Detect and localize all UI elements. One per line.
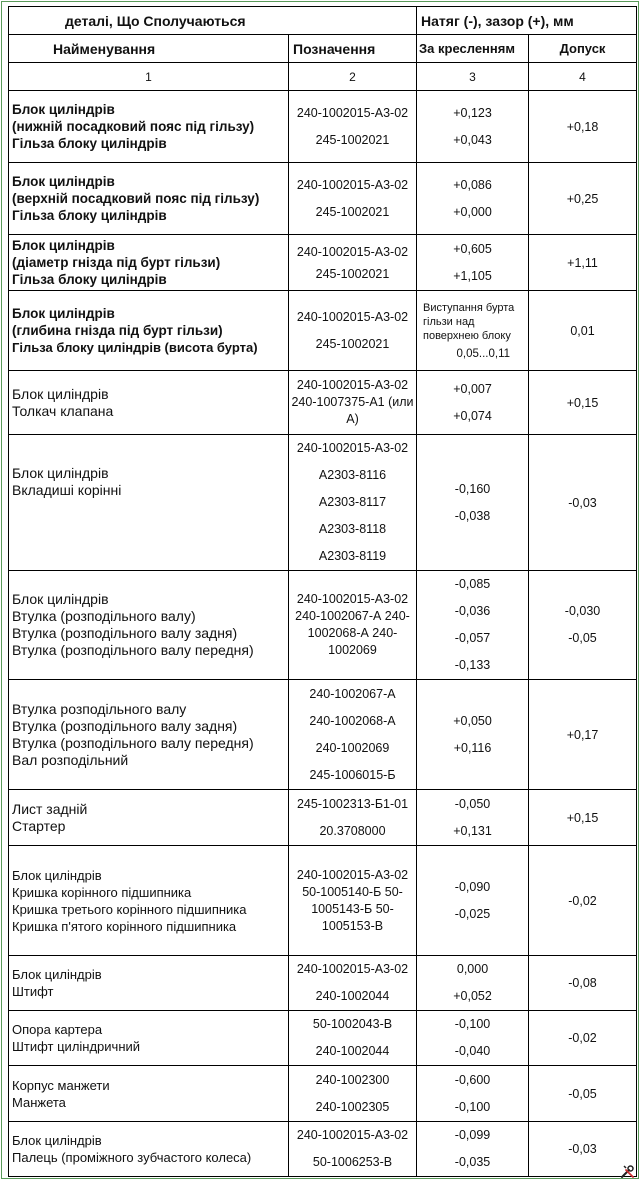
- part-name: Кришка третього корінного підшипника: [12, 901, 247, 917]
- part-names: [9, 1066, 289, 1122]
- table-title: деталі, Що Сполучаються: [9, 7, 417, 35]
- designation: 240-1002015-А3-02: [296, 177, 409, 192]
- drawing-values: [417, 371, 529, 435]
- part-name: Блок циліндрів: [12, 238, 115, 253]
- designations: [289, 956, 417, 1011]
- tolerance: -0,030: [564, 604, 601, 618]
- designations: [289, 846, 417, 956]
- part-name: (верхній посадковий пояс під гільзу): [12, 191, 260, 206]
- drawing-values: [417, 846, 529, 956]
- fit-value: -0,038: [454, 508, 491, 523]
- drawing-values: [417, 1066, 529, 1122]
- tolerance: -0,05: [568, 631, 597, 645]
- drawing-values: [417, 790, 529, 846]
- designation: 245-1006015-Б: [309, 767, 396, 782]
- col-designation-header: Позначення: [289, 35, 417, 63]
- designation: 240-1002015-А3-02: [296, 244, 409, 259]
- fit-value: +0,052: [453, 989, 492, 1003]
- column-number: 2: [289, 63, 417, 91]
- designation: А2303-8118: [318, 522, 387, 536]
- table-row: [9, 846, 637, 956]
- designations: [289, 571, 417, 680]
- part-name: Втулка (розподільного валу задня): [12, 717, 238, 734]
- designation: 240-1002015-А3-02: [296, 867, 409, 882]
- part-name: Блок циліндрів: [12, 591, 109, 607]
- fit-value: +0,131: [453, 823, 492, 838]
- fit-value: +0,086: [453, 177, 492, 192]
- part-name: Опора картера: [12, 1022, 103, 1037]
- header-row-1: [9, 7, 637, 35]
- designations: [289, 291, 417, 371]
- designations: [289, 1011, 417, 1066]
- designations: [289, 371, 417, 435]
- tolerance: +0,15: [529, 790, 637, 846]
- designation: 240-1002015-А3-02: [296, 309, 409, 324]
- table-row: [9, 435, 637, 571]
- designation: 50-1006253-В: [312, 1155, 393, 1169]
- fit-value: +1,105: [453, 268, 492, 283]
- drawing-values: [417, 163, 529, 235]
- header-row-2: [9, 35, 637, 63]
- table-row: [9, 680, 637, 790]
- part-name: Лист задній: [12, 800, 88, 817]
- col-tolerance-header: Допуск: [529, 35, 637, 63]
- designation: 240-1002015-А3-02: [296, 441, 409, 455]
- drawing-values: [417, 680, 529, 790]
- part-name: Втулка розподільного валу: [12, 700, 187, 717]
- designations: [289, 680, 417, 790]
- tolerance-values: [529, 571, 637, 680]
- drawing-values: [417, 571, 529, 680]
- table-row: [9, 956, 637, 1011]
- designation: 245-1002313-Б1-01: [296, 796, 409, 811]
- part-name: Блок циліндрів: [12, 465, 109, 481]
- part-name: (діаметр гнізда під бурт гільзи): [12, 255, 221, 270]
- designations: [289, 790, 417, 846]
- designation: 245-1002021: [315, 204, 390, 219]
- drawing-values: [417, 1122, 529, 1177]
- tolerance: +0,17: [529, 680, 637, 790]
- part-name: Вкладиші корінні: [12, 482, 122, 498]
- part-names: [9, 790, 289, 846]
- fit-value: -0,600: [454, 1072, 491, 1087]
- part-names: [9, 1011, 289, 1066]
- tolerance: 0,01: [529, 291, 637, 371]
- part-names: [9, 291, 289, 371]
- part-name: Втулка (розподільного валу задня): [12, 625, 238, 641]
- table-row: [9, 1011, 637, 1066]
- part-name: Блок циліндрів: [12, 967, 102, 982]
- tolerance: -0,05: [529, 1066, 637, 1122]
- part-name: Палець (проміжного зубчастого колеса): [12, 1150, 252, 1165]
- wrench-screwdriver-icon: [620, 1163, 636, 1179]
- designation: 240-1002067-А 240-1002068-А 240-1002069: [295, 609, 410, 657]
- column-numbers-row: [9, 63, 637, 91]
- designation: 240-1002069: [315, 740, 390, 755]
- tolerance: +0,15: [529, 371, 637, 435]
- designation: 240-1002067-А: [309, 686, 396, 701]
- tolerance: -0,02: [529, 1011, 637, 1066]
- fit-value: -0,100: [454, 1017, 491, 1031]
- tolerance: +0,25: [529, 163, 637, 235]
- tolerance: -0,03: [529, 1122, 637, 1177]
- fit-value: -0,133: [454, 658, 491, 672]
- part-name: Блок циліндрів: [12, 174, 115, 189]
- part-name: Втулка (розподільного валу): [12, 608, 196, 624]
- fit-value: -0,090: [454, 879, 491, 894]
- designation: 240-1002300: [315, 1072, 390, 1087]
- table-row: [9, 1122, 637, 1177]
- designation: 245-1002021: [315, 336, 390, 351]
- drawing-values: [417, 91, 529, 163]
- fit-value: +0,043: [453, 132, 492, 147]
- fit-value: +0,050: [453, 713, 492, 728]
- designations: [289, 91, 417, 163]
- table-row: [9, 291, 637, 371]
- part-names: [9, 846, 289, 956]
- part-name: Блок циліндрів: [12, 385, 109, 402]
- part-name: Толкач клапана: [12, 402, 114, 419]
- fit-value: +0,074: [453, 408, 492, 423]
- drawing-values: [417, 435, 529, 571]
- part-name: Втулка (розподільного валу передня): [12, 642, 254, 658]
- designation: А2303-8116: [318, 468, 387, 482]
- designation: 240-1002068-А: [309, 713, 396, 728]
- fit-range: 0,05...0,11: [456, 347, 511, 360]
- designation: 50-1005140-Б 50-1005143-Б 50-1005153-В: [302, 884, 403, 933]
- part-name: Кришка п'ятого корінного підшипника: [12, 918, 237, 934]
- designations: [289, 1066, 417, 1122]
- column-number: 1: [9, 63, 289, 91]
- part-names: [9, 571, 289, 680]
- designation: 240-1002015-А3-02: [296, 378, 409, 392]
- part-names: [9, 435, 289, 571]
- part-names: [9, 91, 289, 163]
- part-names: [9, 371, 289, 435]
- tolerance: +1,11: [529, 235, 637, 291]
- fit-value: +0,000: [453, 204, 492, 219]
- fit-value: +0,605: [453, 241, 492, 256]
- table-row: [9, 163, 637, 235]
- column-number: 4: [529, 63, 637, 91]
- col-drawing-header: За кресленням: [417, 35, 529, 63]
- designation: 240-1002044: [315, 1044, 390, 1058]
- fit-value: +0,116: [453, 740, 492, 755]
- part-name: (нижній посадковий пояс під гільзу): [12, 119, 255, 134]
- part-names: [9, 680, 289, 790]
- part-name: Блок циліндрів: [12, 306, 115, 321]
- designation: 245-1002021: [315, 132, 390, 147]
- part-name: (глибина гнізда під бурт гільзи): [12, 323, 223, 338]
- part-name: Гільза блоку циліндрів: [12, 208, 167, 223]
- part-name: Корпус манжети: [12, 1077, 110, 1093]
- table-row: [9, 790, 637, 846]
- part-name: Стартер: [12, 817, 66, 834]
- drawing-note: [417, 291, 529, 371]
- part-names: [9, 163, 289, 235]
- fit-title: Натяг (-), зазор (+), мм: [417, 7, 637, 35]
- part-name: Гільза блоку циліндрів (висота бурта): [12, 340, 258, 355]
- fit-value: -0,036: [454, 604, 491, 618]
- fit-value: +0,123: [453, 105, 492, 120]
- table-row: [9, 371, 637, 435]
- table-row: [9, 91, 637, 163]
- tolerance: -0,02: [529, 846, 637, 956]
- designations: [289, 163, 417, 235]
- designation: 50-1002043-В: [312, 1017, 393, 1031]
- fit-value: -0,025: [454, 906, 491, 921]
- fit-value: -0,057: [454, 631, 491, 645]
- part-name: Блок циліндрів: [12, 867, 102, 883]
- fit-value: -0,035: [454, 1155, 491, 1169]
- drawing-values: [417, 1011, 529, 1066]
- part-names: [9, 235, 289, 291]
- table-row: [9, 571, 637, 680]
- fit-value: -0,050: [454, 796, 491, 811]
- tolerance: +0,18: [529, 91, 637, 163]
- part-name: Штифт: [12, 984, 54, 999]
- fit-note: Виступання бурта гільзи над поверхнею блоку: [423, 301, 515, 342]
- mating-parts-table: [8, 6, 637, 1177]
- part-name: Втулка (розподільного валу передня): [12, 734, 254, 751]
- designations: [289, 235, 417, 291]
- fit-value: -0,040: [454, 1044, 491, 1058]
- part-names: [9, 1122, 289, 1177]
- drawing-values: [417, 235, 529, 291]
- col-name-header: Найменування: [9, 35, 289, 63]
- part-names: [9, 956, 289, 1011]
- fit-value: 0,000: [456, 962, 489, 976]
- fit-value: -0,100: [454, 1099, 491, 1114]
- fit-value: -0,085: [454, 577, 491, 591]
- designation: 240-1002044: [315, 989, 390, 1003]
- designation: 20.3708000: [319, 823, 386, 838]
- tolerance: -0,03: [529, 435, 637, 571]
- designations: [289, 435, 417, 571]
- part-name: Манжета: [12, 1094, 66, 1110]
- designation: 240-1002015-А3-02: [296, 105, 409, 120]
- table-row: [9, 235, 637, 291]
- part-name: Вал розподільний: [12, 751, 129, 768]
- table-row: [9, 1066, 637, 1122]
- part-name: Гільза блоку циліндрів: [12, 272, 167, 287]
- part-name: Блок циліндрів: [12, 102, 115, 117]
- part-name: Кришка корінного підшипника: [12, 884, 192, 900]
- fit-value: -0,099: [454, 1128, 491, 1142]
- part-name: Гільза блоку циліндрів: [12, 136, 167, 151]
- part-name: Штифт циліндричний: [12, 1039, 141, 1054]
- fit-value: +0,007: [453, 381, 492, 396]
- fit-value: -0,160: [454, 481, 491, 496]
- designation: 240-1002015-А3-02: [296, 592, 409, 606]
- designation: 245-1002021: [315, 266, 390, 281]
- designation: А2303-8117: [318, 495, 387, 509]
- column-number: 3: [417, 63, 529, 91]
- designation: 240-1002015-А3-02: [296, 962, 409, 976]
- designation: 240-1007375-А1 (или А): [291, 395, 414, 426]
- designations: [289, 1122, 417, 1177]
- designation: 240-1002305: [315, 1099, 390, 1114]
- designation: 240-1002015-А3-02: [296, 1128, 409, 1142]
- designation: А2303-8119: [318, 549, 387, 563]
- drawing-values: [417, 956, 529, 1011]
- tolerance: -0,08: [529, 956, 637, 1011]
- part-name: Блок циліндрів: [12, 1133, 102, 1148]
